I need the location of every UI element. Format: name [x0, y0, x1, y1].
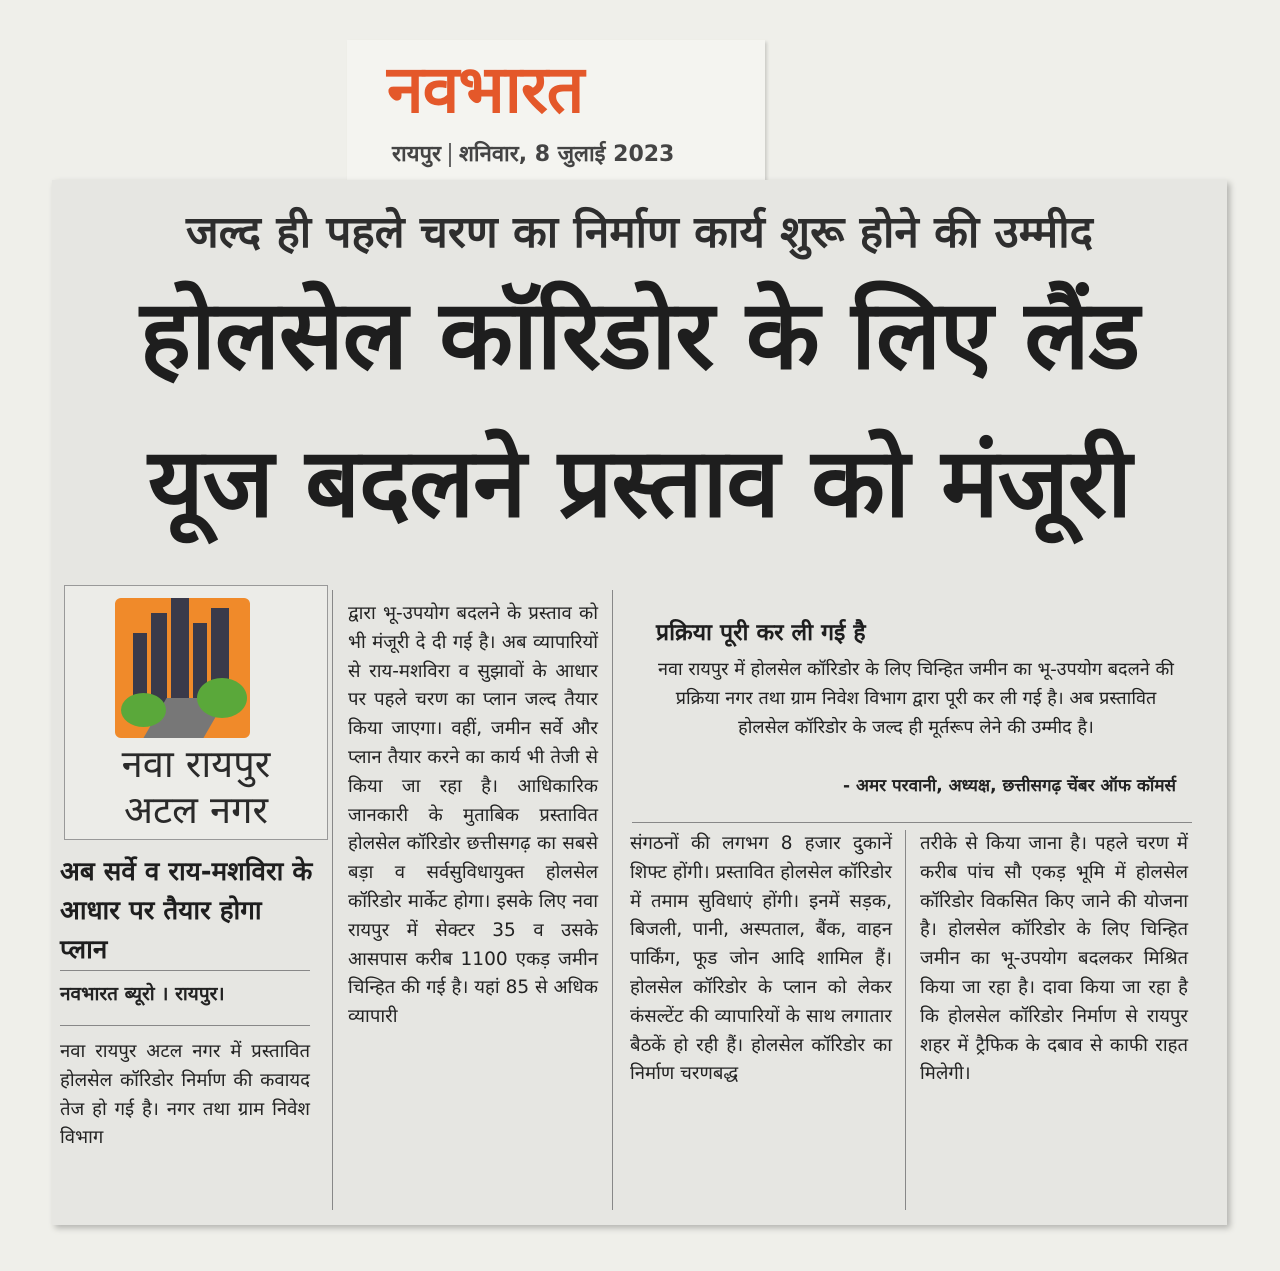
article-column-1: नवा रायपुर अटल नगर में प्रस्तावित होलसेल कॉरिडोर निर्माण की कवायद तेज हो गई है। नगर तथा ग्राम निवेश विभाग — [60, 1041, 310, 1149]
divider — [449, 143, 451, 167]
byline: नवभारत ब्यूरो । रायपुर। — [60, 983, 225, 1005]
subheading: अब सर्वे व राय-मशविरा के आधार पर तैयार होगा प्लान — [60, 857, 313, 965]
article-column-4: तरीके से किया जाना है। पहले चरण में करीब पांच सौ एकड़ भूमि में होलसेल कॉरिडोर विकसित किए जाने की योजना है। होलसेल कॉरिडोर के लिए चिन्हित जमीन का भू-उपयोग बदलकर मिश्रित किया जा रहा है। दावा किया जा रहा है कि होलसेल कॉरिडोर निर्माण से रायपुर शहर में ट्रैफिक के दबाव से काफी राहत मिलेगी। — [920, 833, 1188, 1085]
column-divider — [332, 590, 333, 1210]
quote-attribution: - अमर परवानी, अध्यक्ष, छत्तीसगढ़ चेंबर ऑफ कॉमर्स — [842, 776, 1176, 796]
divider — [60, 970, 310, 971]
quote-text: नवा रायपुर में होलसेल कॉरिडोर के लिए चिन्हित जमीन का भू-उपयोग बदलने की प्रक्रिया नगर तथा ग्राम निवेश विभाग द्वारा पूरी कर ली गई है। अब प्रस्तावित होलसेल कॉरिडोर के जल्द ही मूर्तरूप लेने की उम्मीद है। — [658, 659, 1174, 738]
city-skyline-icon — [115, 598, 250, 738]
article-column-2: द्वारा भू-उपयोग बदलने के प्रस्ताव को भी मंजूरी दे दी गई है। अब व्यापारियों से राय-मशविरा व सुझावों के आधार पर पहले चरण का प्लान जल्द तैयार किया जाएगा। वहीं, जमीन सर्वे और प्लान तैयार करने का कार्य भी तेजी से किया जा रहा है। आधिकारिक जानकारी के मुताबिक प्रस्तावित होलसेल कॉरिडोर छत्तीसगढ़ का सबसे बड़ा व सर्वसुविधायुक्त होलसेल कॉरिडोर मार्केट होगा। इसके लिए नवा रायपुर में सेक्टर 35 व उसके आसपास करीब 1100 एकड़ जमीन चिन्हित की गई है। यहां 85 से अधिक व्यापारी — [348, 603, 598, 1028]
logo-text-nava-raipur: नवा रायपुर — [121, 742, 271, 786]
date: शनिवार, 8 जुलाई 2023 — [458, 142, 675, 167]
dateline — [392, 138, 752, 168]
column-divider — [905, 830, 906, 1210]
headline-line-2: यूज बदलने प्रस्ताव को मंजूरी — [147, 427, 1132, 539]
quote-box — [604, 605, 1184, 815]
divider — [632, 822, 1192, 823]
divider — [60, 1025, 310, 1026]
newspaper-logo: नवभारत — [387, 51, 584, 128]
headline-line-1: होलसेल कॉरिडोर के लिए लैंड — [139, 279, 1140, 391]
news-clipping — [52, 180, 1227, 1225]
masthead — [347, 40, 765, 180]
kicker: जल्द ही पहले चरण का निर्माण कार्य शुरू होने की उम्मीद — [186, 207, 1093, 258]
nava-raipur-logo-box — [64, 585, 328, 840]
quote-heading: प्रक्रिया पूरी कर ली गई है — [656, 620, 866, 646]
city: रायपुर — [392, 142, 441, 167]
article-column-3: संगठनों की लगभग 8 हजार दुकानें शिफ्ट होंगी। प्रस्तावित होलसेल कॉरिडोर में तमाम सुविधाएं होंगी। इनमें सड़क, बिजली, पानी, अस्पताल, बैंक, वाहन पार्किंग, फूड जोन आदि शामिल हैं। होलसेल कॉरिडोर के प्लान को लेकर कंसल्टेंट की व्यापारियों के साथ लगातार बैठकें हो रही हैं। होलसेल कॉरिडोर का निर्माण चरणबद्ध — [630, 833, 892, 1085]
logo-text-atal-nagar: अटल नगर — [123, 788, 269, 832]
